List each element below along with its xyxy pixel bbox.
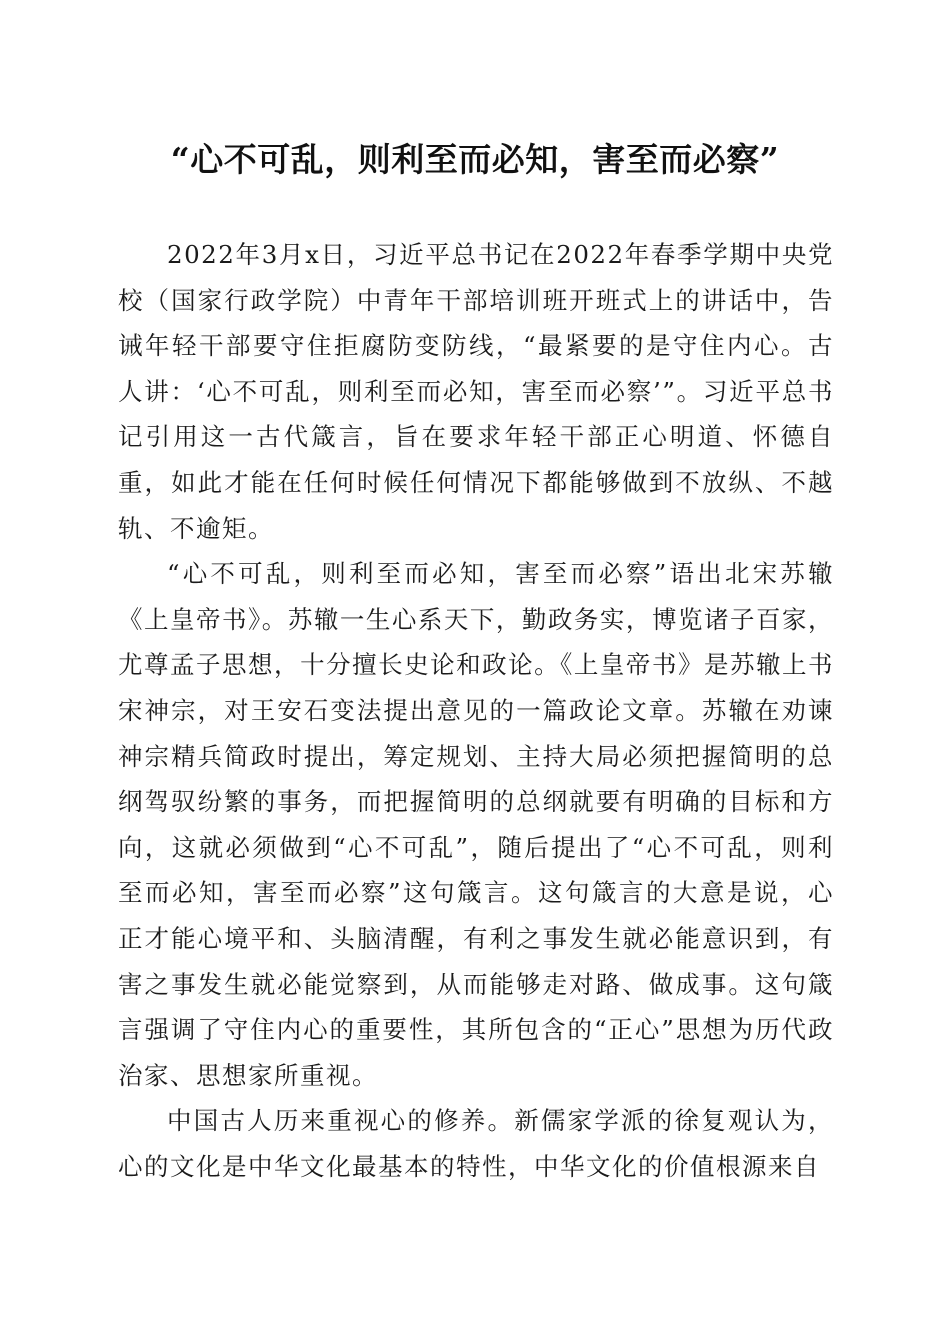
paragraph-1: 2022年3月x日，习近平总书记在2022年春季学期中央党校（国家行政学院）中青年干部培训班开班式上的讲话中，告诫年轻干部要守住拒腐防变防线，“最紧要的是守住内心。古人讲：‘心不可乱，则利至而必知，害至而必察’”。习近平总书记引用这一古代箴言，旨在要求年轻干部正心明道、怀德自重，如此才能在任何时候任何情况下都能够做到不放纵、不越轨、不逾矩。	[118, 240, 834, 543]
paragraph-2: “心不可乱，则利至而必知，害至而必察”语出北宋苏辙《上皇帝书》。苏辙一生心系天下，勤政务实，博览诸子百家，尤尊孟子思想，十分擅长史论和政论。《上皇帝书》是苏辙上书宋神宗，对王安石变法提出意见的一篇政论文章。苏辙在劝谏神宗精兵简政时提出，筹定规划、主持大局必须把握简明的总纲驾驭纷繁的事务，而把握简明的总纲就要有明确的目标和方向，这就必须做到“心不可乱”，随后提出了“心不可乱，则利至而必知，害至而必察”这句箴言。这句箴言的大意是说，心正才能心境平和、头脑清醒，有利之事发生就必能意识到，有害之事发生就必能觉察到，从而能够走对路、做成事。这句箴言强调了守住内心的重要性，其所包含的“正心”思想为历代政治家、思想家所重视。	[118, 559, 834, 1090]
document-body	[118, 232, 834, 1189]
document-title: “心不可乱，则利至而必知，害至而必察”	[170, 140, 780, 179]
paragraph-3: 中国古人历来重视心的修养。新儒家学派的徐复观认为，心的文化是中华文化最基本的特性，中华文化的价值根源来自	[118, 1106, 834, 1181]
